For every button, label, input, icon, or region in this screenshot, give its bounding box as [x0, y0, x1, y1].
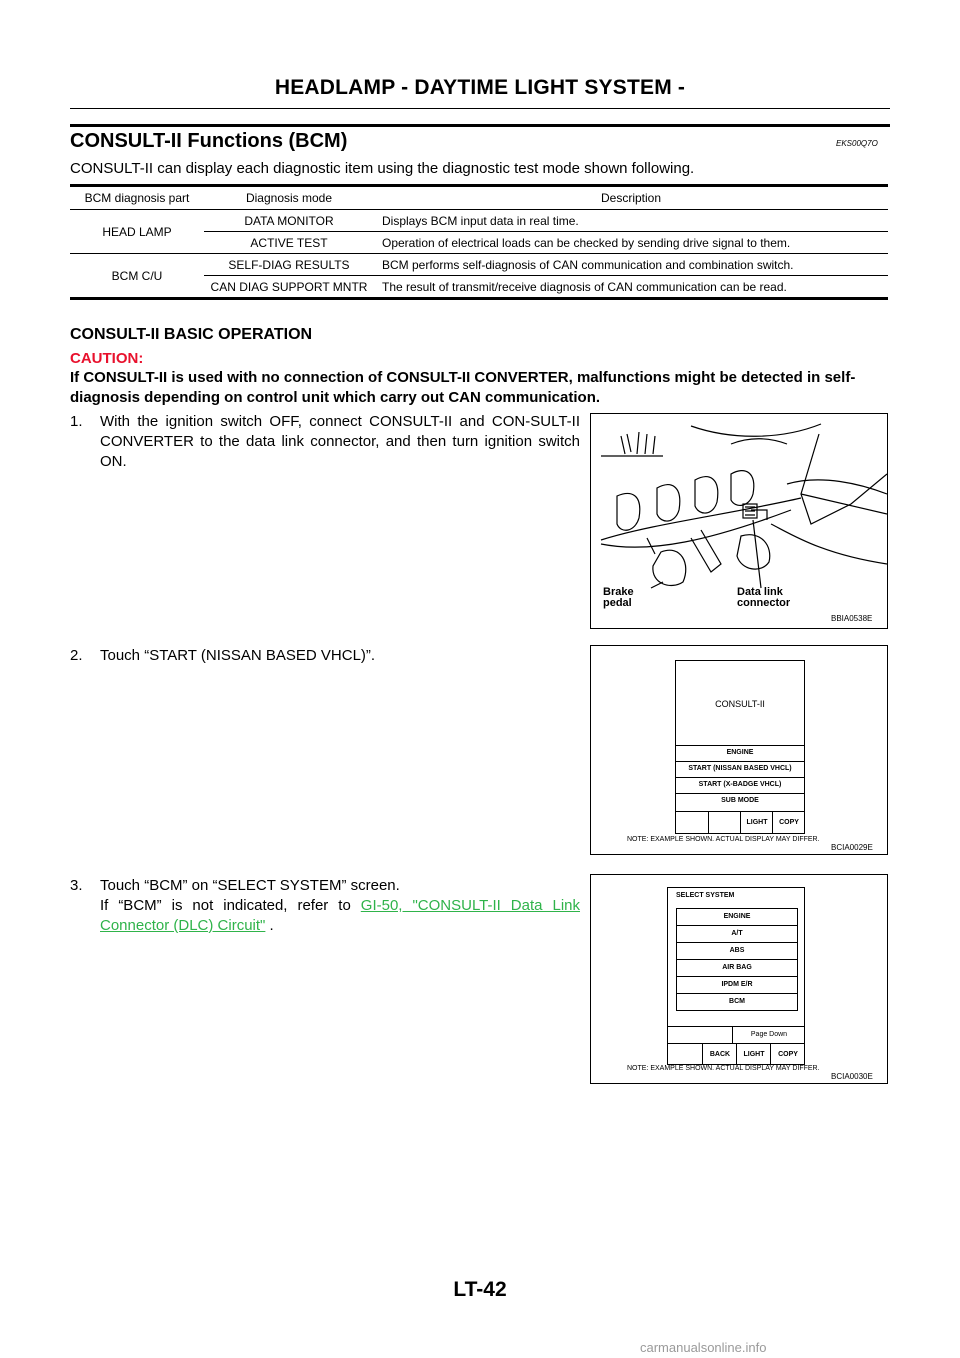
- copy-button[interactable]: COPY: [772, 812, 805, 834]
- button-divider: [708, 812, 709, 834]
- table-cell-mode: ACTIVE TEST: [204, 232, 374, 254]
- step-number: 3.: [70, 877, 83, 894]
- copy-button[interactable]: COPY: [770, 1044, 805, 1065]
- step-1: [70, 412, 580, 472]
- screen-button-bar: [676, 811, 804, 834]
- system-list: [676, 908, 798, 1011]
- dlc-label-line1: Data link: [737, 586, 783, 598]
- screen-row-sub-mode[interactable]: SUB MODE: [676, 793, 804, 808]
- dlc-location-figure: [590, 413, 888, 629]
- system-item-at[interactable]: A/T: [677, 926, 797, 943]
- step-text: Touch “BCM” on “SELECT SYSTEM” screen.: [100, 877, 400, 894]
- step-text: With the ignition switch OFF, connect CONSULT-II and CON-SULT-II CONVERTER to the data link connector, and then turn ignition switch ON.: [100, 413, 580, 470]
- table-row: [70, 210, 888, 232]
- system-item-bcm[interactable]: BCM: [729, 998, 745, 1005]
- figure-note: NOTE: EXAMPLE SHOWN. ACTUAL DISPLAY MAY DIFFER.: [627, 836, 820, 843]
- screen-row-engine[interactable]: ENGINE: [676, 745, 804, 760]
- step-number: 2.: [70, 647, 83, 664]
- section-rule: [70, 124, 890, 127]
- system-item-engine[interactable]: ENGINE: [677, 909, 797, 926]
- brake-pedal-label: [603, 587, 634, 609]
- table-cell-part: BCM C/U: [111, 268, 163, 283]
- table-cell-mode: CAN DIAG SUPPORT MNTR: [210, 279, 368, 294]
- caution-label: CAUTION:: [70, 350, 144, 367]
- page-number: LT-42: [453, 1278, 507, 1301]
- light-button[interactable]: LIGHT: [736, 1044, 771, 1065]
- table-header-part: BCM diagnosis part: [70, 186, 204, 210]
- figure-id: BCIA0029E: [831, 843, 873, 852]
- screen-title: SELECT SYSTEM: [676, 892, 735, 899]
- table-cell-mode: SELF-DIAG RESULTS: [204, 254, 374, 276]
- page-down-bar: [668, 1026, 804, 1043]
- brake-label-line2: pedal: [603, 597, 632, 609]
- table-header-mode: Diagnosis mode: [204, 186, 374, 210]
- table-cell-description: The result of transmit/receive diagnosis of CAN communication can be read.: [382, 279, 787, 294]
- table-cell-mode: DATA MONITOR: [204, 210, 374, 232]
- consult-screen: [675, 660, 805, 834]
- table-cell-description: Operation of electrical loads can be checked by sending drive signal to them.: [374, 232, 888, 254]
- system-item-air-bag[interactable]: AIR BAG: [677, 960, 797, 977]
- screen-row-start-xbadge[interactable]: START (X-BADGE VHCL): [676, 777, 804, 792]
- section-code: EKS00Q7O: [836, 139, 878, 148]
- select-system-screen: [667, 887, 805, 1065]
- step-subtext-suffix: .: [265, 917, 274, 934]
- watermark: carmanualsonline.info: [640, 1340, 767, 1355]
- table-cell-part: HEAD LAMP: [70, 210, 204, 254]
- back-button[interactable]: BACK: [702, 1044, 737, 1065]
- step-2: [70, 646, 580, 666]
- table-header-row: [70, 186, 888, 210]
- system-item-abs[interactable]: ABS: [677, 943, 797, 960]
- screen-button-bar: [668, 1043, 804, 1065]
- light-button[interactable]: LIGHT: [740, 812, 773, 834]
- header-rule: [70, 108, 890, 109]
- table-row: [70, 254, 888, 276]
- basic-operation-title: CONSULT-II BASIC OPERATION: [70, 326, 313, 343]
- gi-50-dlc-circuit-link[interactable]: GI-50, "CONSULT-II Data Link Connector (DLC) Circuit": [100, 897, 580, 934]
- step-subtext: [70, 896, 580, 936]
- table-cell-description: Displays BCM input data in real time.: [374, 210, 888, 232]
- section-title: CONSULT-II Functions (BCM): [70, 130, 348, 152]
- step-text: Touch “START (NISSAN BASED VHCL)”.: [100, 647, 376, 664]
- page-down-button[interactable]: Page Down: [732, 1027, 805, 1043]
- system-item-ipdm-er[interactable]: IPDM E/R: [677, 977, 797, 994]
- table-header-description: Description: [374, 186, 888, 210]
- caution-text: If CONSULT-II is used with no connection of CONSULT-II CONVERTER, malfunctions might be detected in self-diagnosis depending on control unit which carry out CAN communication.: [70, 369, 856, 406]
- diagnosis-table: [70, 184, 888, 300]
- step-number: 1.: [70, 413, 83, 430]
- table-cell-description: BCM performs self-diagnosis of CAN communication and combination switch.: [374, 254, 888, 276]
- screen-row-start-nissan[interactable]: START (NISSAN BASED VHCL): [676, 761, 804, 776]
- brake-label-line1: Brake: [603, 586, 634, 598]
- step-3: [70, 876, 580, 936]
- section-intro: CONSULT-II can display each diagnostic item using the diagnostic test mode shown following.: [70, 160, 695, 177]
- figure-id: BBIA0538E: [831, 614, 873, 623]
- data-link-connector-label: [737, 587, 790, 609]
- figure-note: NOTE: EXAMPLE SHOWN. ACTUAL DISPLAY MAY DIFFER.: [627, 1065, 820, 1072]
- screen-title: CONSULT-II: [715, 699, 765, 709]
- figure-id: BCIA0030E: [831, 1072, 873, 1081]
- consult-start-screen-figure: [590, 645, 888, 855]
- dlc-label-line2: connector: [737, 597, 791, 609]
- select-system-screen-figure: [590, 874, 888, 1084]
- step-subtext-prefix: If “BCM” is not indicated, refer to: [100, 897, 351, 914]
- page-header-title: HEADLAMP - DAYTIME LIGHT SYSTEM -: [274, 76, 686, 99]
